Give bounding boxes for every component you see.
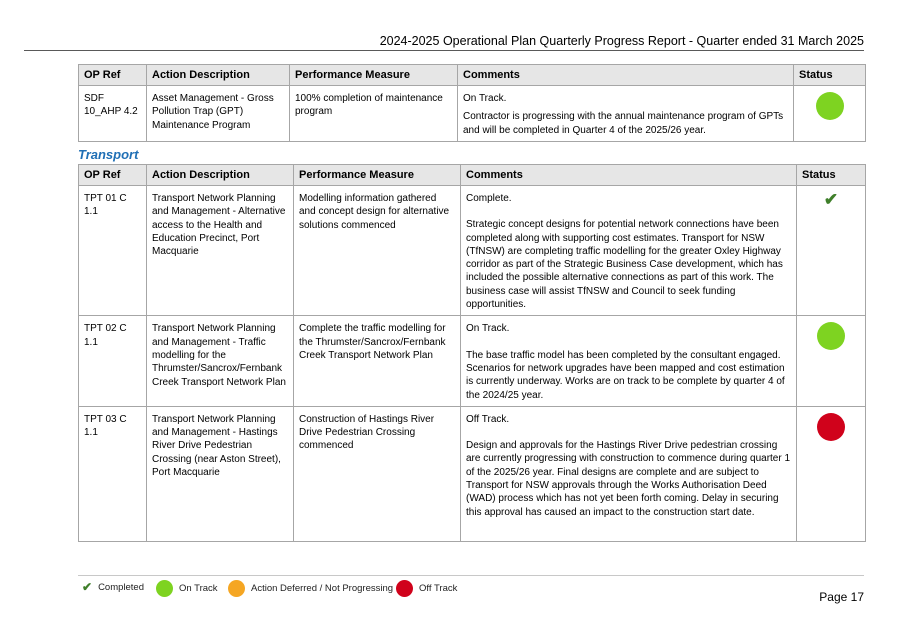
comment-detail: Contractor is progressing with the annual maintenance program of GPTs and will be completed in Quarter 4 of the 2025/26 year.: [463, 111, 784, 136]
comment-status-line: On Track.: [466, 323, 510, 335]
legend-label-completed: Completed: [98, 581, 145, 593]
comment-detail: Design and approvals for the Hastings River Drive pedestrian crossing are currently progressing with construction to commence during quarter 1 of the 2025/26 year. Final designs are complete and are subject to Transport for NSW approvals through the Works Authorisation Deed (WAD) process which has not yet been forth coming. Delay in securing this approval has caused an impact to the construction start date.: [466, 440, 791, 518]
on-track-status-icon: [816, 92, 844, 120]
status-legend: [78, 575, 864, 602]
completed-check-icon: ✔: [82, 580, 93, 594]
table-row: [79, 86, 866, 142]
report-header: 2024-2025 Operational Plan Quarterly Progress Report - Quarter ended 31 March 2025: [379, 34, 864, 48]
comments-cell: [461, 406, 797, 541]
table-row: [79, 186, 866, 316]
table-row: [79, 316, 866, 406]
on-track-status-icon: [817, 322, 845, 350]
column-header-status: Status: [797, 165, 866, 186]
legend-item-off-track: [396, 580, 457, 597]
column-header-comments: Comments: [458, 65, 794, 86]
table-header-row: [79, 165, 866, 186]
table-header-row: [79, 65, 866, 86]
comment-detail: Strategic concept designs for potential network connections have been completed along with supporting cost estimates. Transport for NSW (TfNSW) are completing traffic modelling for the greater Oxley Highway corridor as part of the Strategic Business Case development, which has included the possible alternative connections as part of this work. The business case will assist TfNSW and Council to seek funding opportunities.: [466, 219, 783, 311]
column-header-action-description: Action Description: [147, 65, 290, 86]
off-track-status-icon: [817, 413, 845, 441]
action-description-cell: Transport Network Planning and Management - Alternative access to the Health and Education Precinct, Port Macquarie: [147, 186, 294, 316]
status-cell: [797, 186, 866, 316]
column-header-action-description: Action Description: [147, 165, 294, 186]
op-ref-cell: SDF 10_AHP 4.2: [79, 86, 147, 142]
comment-status-line: Complete.: [466, 193, 512, 204]
legend-label-deferred: Action Deferred / Not Progressing: [251, 583, 394, 594]
status-cell: [794, 86, 866, 142]
column-header-op-ref: OP Ref: [79, 165, 147, 186]
table-row: [79, 406, 866, 541]
on-track-dot-icon: [156, 580, 173, 597]
action-description-cell: Asset Management - Gross Pollution Trap (GPT) Maintenance Program: [147, 86, 290, 142]
legend-item-completed: [82, 580, 144, 594]
column-header-performance-measure: Performance Measure: [294, 165, 461, 186]
page-number: Page 17: [819, 590, 864, 604]
transport-table: [78, 164, 866, 542]
column-header-op-ref: OP Ref: [79, 65, 147, 86]
performance-measure-cell: Modelling information gathered and concept design for alternative solutions commenced: [294, 186, 461, 316]
column-header-comments: Comments: [461, 165, 797, 186]
legend-item-on-track: [156, 580, 218, 597]
legend-label-on-track: On Track: [179, 583, 218, 594]
comment-detail: The base traffic model has been completed by the consultant engaged. Scenarios for network upgrades have been mapped and cost estimation is currently underway. Works are on track to be complete by quarter 4 of the 2024/25 year.: [466, 349, 785, 401]
performance-measure-cell: 100% completion of maintenance program: [290, 86, 458, 142]
section-heading-transport: Transport: [78, 147, 139, 162]
column-header-status: Status: [794, 65, 866, 86]
legend-item-deferred: [228, 580, 393, 597]
legend-label-off-track: Off Track: [419, 583, 458, 594]
action-description-cell: Transport Network Planning and Management - Hastings River Drive Pedestrian Crossing (near Aston Street), Port Macquarie: [147, 406, 294, 541]
comments-cell: [461, 316, 797, 406]
column-header-performance-measure: Performance Measure: [290, 65, 458, 86]
op-ref-cell: TPT 03 C 1.1: [79, 406, 147, 541]
status-cell: [797, 406, 866, 541]
comments-cell: [461, 186, 797, 316]
gpt-maintenance-table: [78, 64, 866, 142]
op-ref-cell: TPT 01 C 1.1: [79, 186, 147, 316]
performance-measure-cell: Construction of Hastings River Drive Pedestrian Crossing commenced: [294, 406, 461, 541]
performance-measure-cell: Complete the traffic modelling for the Thrumster/Sancrox/Fernbank Creek Transport Network Plan: [294, 316, 461, 406]
completed-check-icon: ✔: [823, 190, 839, 209]
deferred-dot-icon: [228, 580, 245, 597]
action-description-cell: Transport Network Planning and Management - Traffic modelling for the Thrumster/Sancrox/Fernbank Creek Transport Network Plan: [147, 316, 294, 406]
header-divider: [24, 50, 864, 51]
off-track-dot-icon: [396, 580, 413, 597]
comment-status-line: Off Track.: [466, 413, 510, 425]
comment-status-line: On Track.: [463, 93, 507, 104]
status-cell: [797, 316, 866, 406]
op-ref-cell: TPT 02 C 1.1: [79, 316, 147, 406]
comments-cell: [458, 86, 794, 142]
